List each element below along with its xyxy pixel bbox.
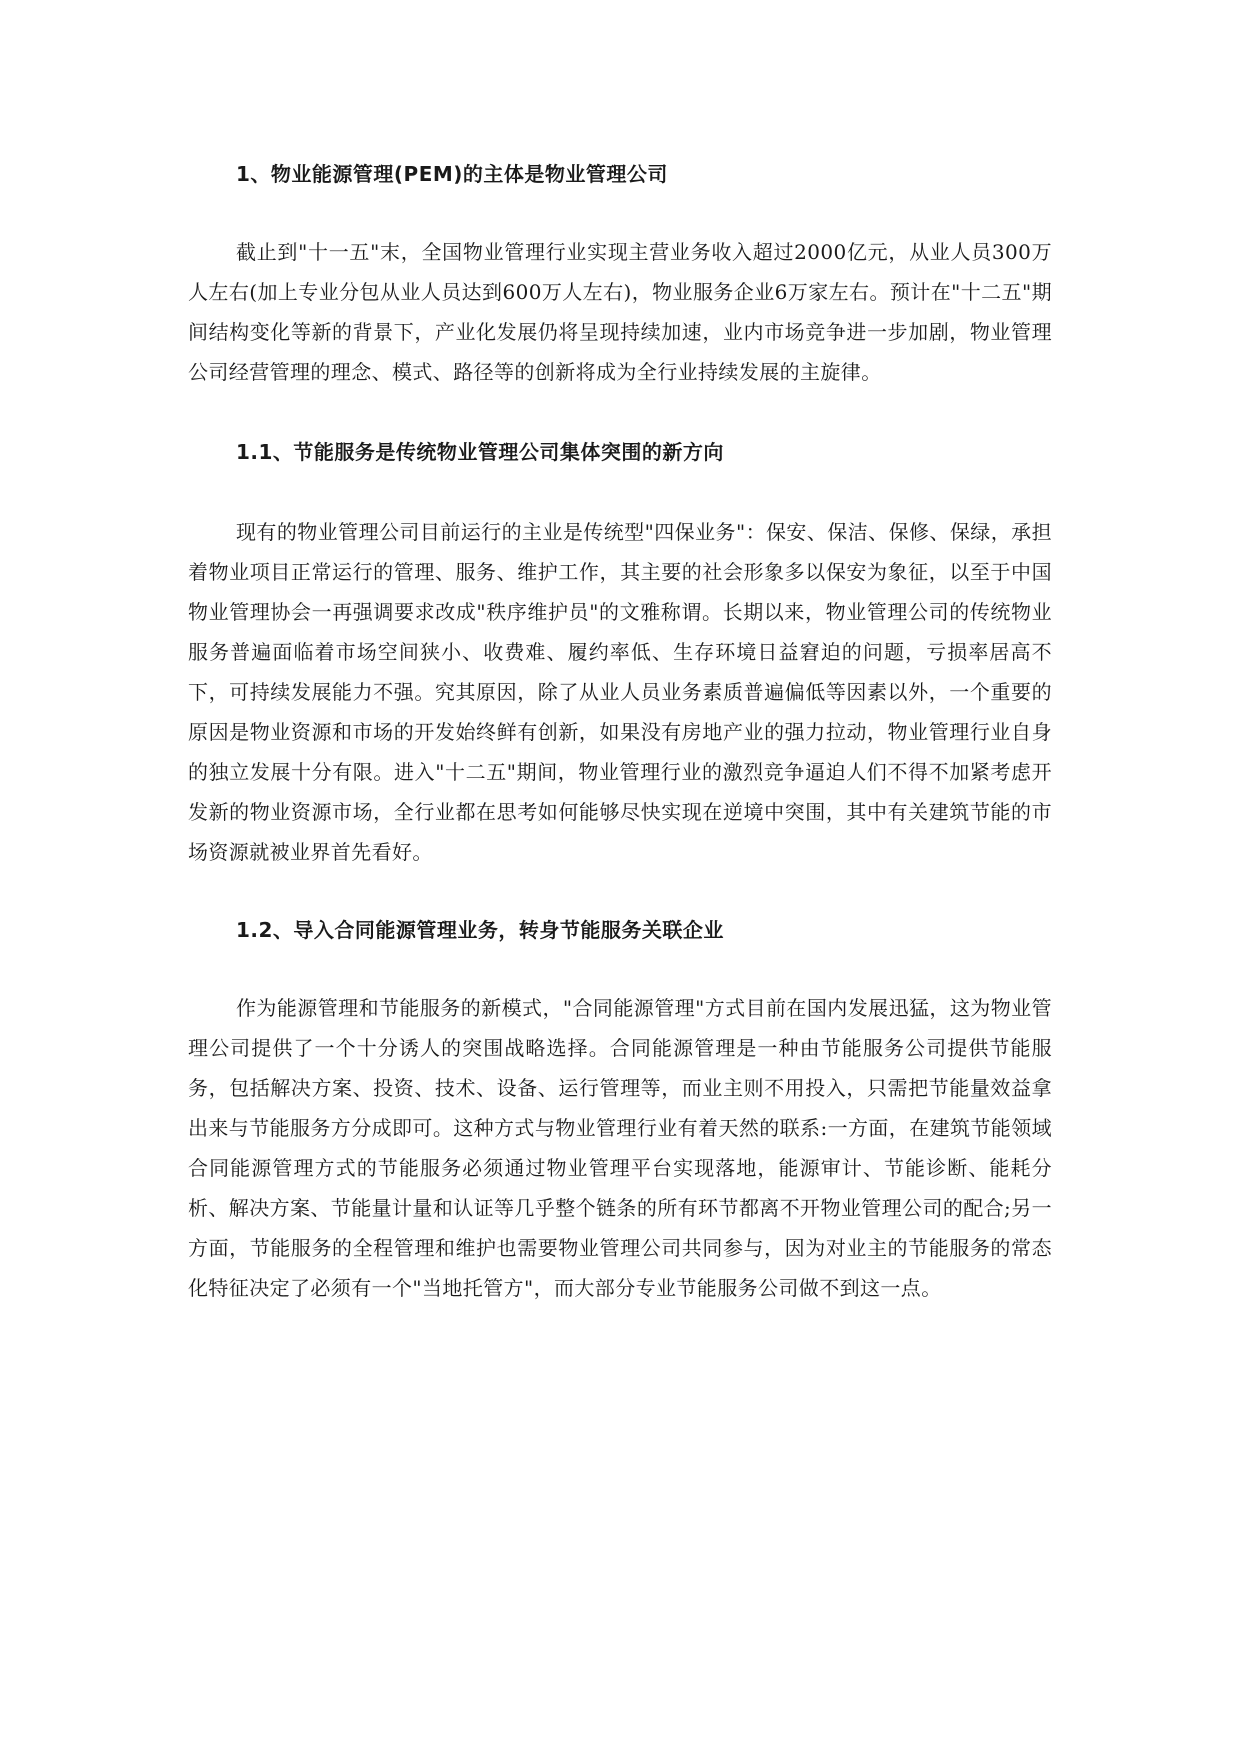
section-heading-1: 1、物业能源管理(PEM)的主体是物业管理公司 — [236, 162, 668, 186]
section-heading-1-2: 1.2、导入合同能源管理业务，转身节能服务关联企业 — [236, 918, 724, 942]
document-page — [188, 160, 1052, 1308]
section-paragraph-1: 截止到"十一五"末，全国物业管理行业实现主营业务收入超过2000亿元，从业人员300万人左右(加上专业分包从业人员达到600万人左右)，物业服务企业6万家左右。预计在"十二五"期间结构变化等新的背景下，产业化发展仍将呈现持续加速，业内市场竞争进一步加剧，物业管理公司经营管理的理念、模式、路径等的创新将成为全行业持续发展的主旋律。 — [188, 240, 1052, 384]
section-heading-1-1: 1.1、节能服务是传统物业管理公司集体突围的新方向 — [236, 440, 724, 464]
section-paragraph-1-1: 现有的物业管理公司目前运行的主业是传统型"四保业务"：保安、保洁、保修、保绿，承担着物业项目正常运行的管理、服务、维护工作，其主要的社会形象多以保安为象征，以至于中国物业管理协会一再强调要求改成"秩序维护员"的文雅称谓。长期以来，物业管理公司的传统物业服务普遍面临着市场空间狭小、收费难、履约率低、生存环境日益窘迫的问题，亏损率居高不下，可持续发展能力不强。究其原因，除了从业人员业务素质普遍偏低等因素以外，一个重要的原因是物业资源和市场的开发始终鲜有创新，如果没有房地产业的强力拉动，物业管理行业自身的独立发展十分有限。进入"十二五"期间，物业管理行业的激烈竞争逼迫人们不得不加紧考虑开发新的物业资源市场，全行业都在思考如何能够尽快实现在逆境中突围，其中有关建筑节能的市场资源就被业界首先看好。 — [188, 520, 1052, 864]
section-paragraph-1-2: 作为能源管理和节能服务的新模式，"合同能源管理"方式目前在国内发展迅猛，这为物业管理公司提供了一个十分诱人的突围战略选择。合同能源管理是一种由节能服务公司提供节能服务，包括解决方案、投资、技术、设备、运行管理等，而业主则不用投入，只需把节能量效益拿出来与节能服务方分成即可。这种方式与物业管理行业有着天然的联系:一方面，在建筑节能领域合同能源管理方式的节能服务必须通过物业管理平台实现落地，能源审计、节能诊断、能耗分析、解决方案、节能量计量和认证等几乎整个链条的所有环节都离不开物业管理公司的配合;另一方面，节能服务的全程管理和维护也需要物业管理公司共同参与，因为对业主的节能服务的常态化特征决定了必须有一个"当地托管方"，而大部分专业节能服务公司做不到这一点。 — [188, 996, 1052, 1300]
